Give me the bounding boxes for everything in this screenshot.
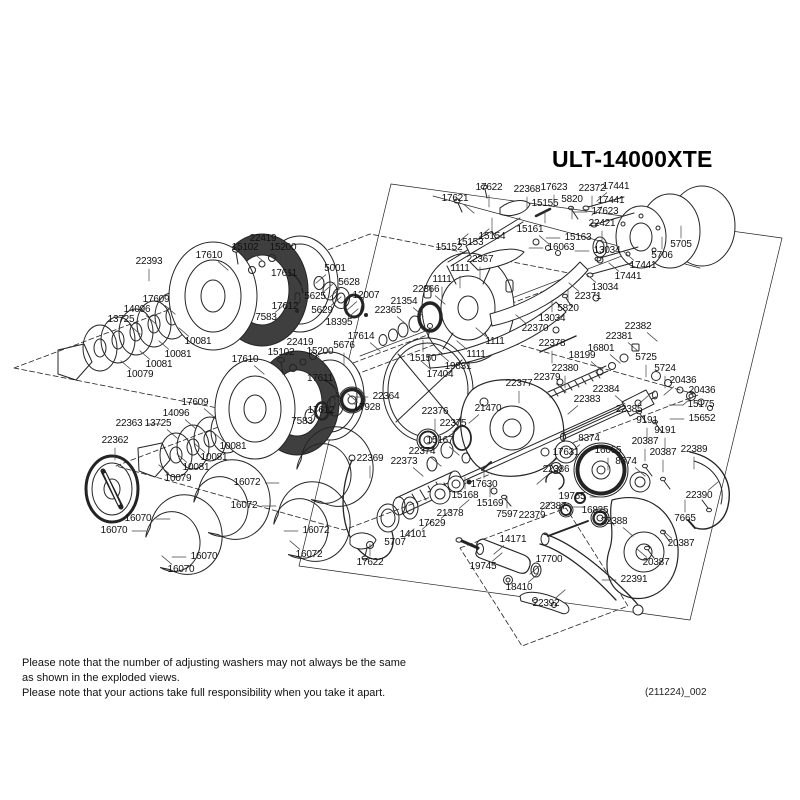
part-label-10081: 10081 [182,462,210,473]
part-label-14171: 14171 [499,534,527,545]
part-label-17622: 17622 [356,557,384,568]
part-label-7597: 7597 [496,509,518,520]
part-label-15153: 15153 [456,237,484,248]
part-label-22379: 22379 [533,372,561,383]
part-label-17611: 17611 [306,373,334,384]
part-label-10079: 10079 [126,369,154,380]
part-label-22367: 22367 [466,254,494,265]
part-label-20387: 20387 [649,447,677,458]
part-label-22391: 22391 [620,574,648,585]
part-label-17612: 17612 [271,301,299,312]
part-label-15652: 15652 [688,413,716,424]
part-label-17612: 17612 [307,405,335,416]
part-label-17614: 17614 [347,331,375,342]
part-label-16072: 16072 [302,525,330,536]
part-label-7583: 7583 [255,312,277,323]
part-label-7583: 7583 [291,416,313,427]
part-label-17404: 17404 [426,369,454,380]
part-label-15169: 15169 [476,498,504,509]
footer-note-line1: Please note that the number of adjusting washers may not always be the same [22,657,406,669]
part-label-14096: 14096 [162,408,190,419]
part-label-22390: 22390 [685,490,713,501]
part-label-17621: 17621 [441,193,469,204]
part-label-20436: 20436 [669,375,697,386]
part-label-22364: 22364 [372,391,400,402]
part-label-10081: 10081 [200,452,228,463]
model-title: ULT-14000XTE [552,146,713,172]
part-label-13034: 13034 [591,282,619,293]
part-label-20387: 20387 [667,538,695,549]
part-label-22377: 22377 [505,378,533,389]
part-label-22389: 22389 [680,444,708,455]
part-label-22374: 22374 [408,446,436,457]
part-label-1111: 1111 [466,349,486,360]
part-label-19765: 19765 [558,491,586,502]
part-label-1111: 1111 [485,336,505,347]
part-label-15167: 15167 [426,435,454,446]
part-label-22380: 22380 [551,363,579,374]
part-label-17441: 17441 [597,195,625,206]
part-label-22366: 22366 [412,284,440,295]
part-label-5725: 5725 [635,352,657,363]
part-label-22419: 22419 [286,337,314,348]
part-label-21378: 21378 [436,508,464,519]
part-label-1111: 1111 [432,274,452,285]
part-label-13034: 13034 [538,313,566,324]
part-label-15163: 15163 [564,232,592,243]
part-label-16070: 16070 [124,513,152,524]
part-label-17609: 17609 [181,397,209,408]
part-label-10079: 10079 [164,473,192,484]
document-code: (211224)_002 [645,687,707,698]
part-label-10081: 10081 [164,349,192,360]
part-label-19745: 19745 [469,561,497,572]
part-label-5820: 5820 [561,194,583,205]
part-label-17631: 17631 [552,447,580,458]
part-label-22381: 22381 [605,331,633,342]
part-label-21354: 21354 [390,296,418,307]
part-label-17610: 17610 [231,354,259,365]
part-label-22362: 22362 [101,435,129,446]
part-label-20436: 20436 [688,385,716,396]
part-label-5628: 5628 [338,277,360,288]
part-label-22373: 22373 [390,456,418,467]
part-label-22379: 22379 [518,510,546,521]
part-label-18395: 18395 [325,317,353,328]
part-label-17630: 17630 [470,479,498,490]
part-label-15200: 15200 [269,242,297,253]
part-label-5706: 5706 [651,250,673,261]
part-label-22365: 22365 [374,305,402,316]
part-label-16072: 16072 [233,477,261,488]
part-label-22375: 22375 [439,418,467,429]
part-label-20387: 20387 [642,557,670,568]
part-label-5724: 5724 [654,363,676,374]
part-label-16065: 16065 [594,445,622,456]
part-label-16801: 16801 [587,343,615,354]
part-label-15168: 15168 [451,490,479,501]
part-label-15150: 15150 [409,353,437,364]
part-label-5625: 5625 [304,291,326,302]
part-label-5001: 5001 [324,263,346,274]
part-label-14101: 14101 [399,529,427,540]
part-label-22368: 22368 [513,184,541,195]
footer-note-line3: Please note that your actions take full responsibility when you take it apart. [22,687,386,699]
part-label-9191: 9191 [654,425,676,436]
part-label-5820: 5820 [557,303,579,314]
part-label-8374: 8374 [615,456,637,467]
part-label-22369: 22369 [356,453,384,464]
part-label-10081: 10081 [219,441,247,452]
part-label-18410: 18410 [505,582,533,593]
part-label-22419: 22419 [249,233,277,244]
part-label-22376: 22376 [421,406,449,417]
part-label-17611: 17611 [270,268,298,279]
part-label-13725: 13725 [144,418,172,429]
part-label-15200: 15200 [306,346,334,357]
part-label-7665: 7665 [674,513,696,524]
part-label-13725: 13725 [107,314,135,325]
part-label-17700: 17700 [535,554,563,565]
part-label-9191: 9191 [636,415,658,426]
part-label-17610: 17610 [195,250,223,261]
part-label-16072: 16072 [230,500,258,511]
part-label-22383: 22383 [573,394,601,405]
part-label-5676: 5676 [333,340,355,351]
part-label-5629: 5629 [311,305,333,316]
part-label-10081: 10081 [184,336,212,347]
part-label-20387: 20387 [631,436,659,447]
part-label-15154: 15154 [478,231,506,242]
part-label-1111: 1111 [450,263,470,274]
part-label-16070: 16070 [167,564,195,575]
part-label-17609: 17609 [142,294,170,305]
part-label-17623: 17623 [540,182,568,193]
part-label-15175: 15175 [687,399,715,410]
part-label-16070: 16070 [190,551,218,562]
part-label-16070: 16070 [100,525,128,536]
part-label-17441: 17441 [614,271,642,282]
part-label-16063: 16063 [547,242,575,253]
part-label-17441: 17441 [602,181,630,192]
part-label-22386: 22386 [542,464,570,475]
part-label-8374: 8374 [578,433,600,444]
part-label-17629: 17629 [418,518,446,529]
part-label-22388: 22388 [600,516,628,527]
part-label-22363: 22363 [115,418,143,429]
footer-note-line2: as shown in the exploded views. [22,672,180,684]
part-label-15102: 15102 [231,242,259,253]
part-label-21470: 21470 [474,403,502,414]
part-label-18199: 18199 [568,350,596,361]
part-label-22392: 22392 [532,598,560,609]
part-label-17623: 17623 [591,206,619,217]
part-label-22385: 22385 [615,404,643,415]
part-label-22371: 22371 [574,291,602,302]
part-label-19831: 19831 [444,361,472,372]
footer-notes [22,656,406,701]
part-label-16825: 16825 [581,505,609,516]
part-label-22382: 22382 [624,321,652,332]
part-label-12007: 12007 [352,290,380,301]
part-label-22370: 22370 [521,323,549,334]
part-label-5707: 5707 [384,537,406,548]
part-label-14096: 14096 [123,304,151,315]
part-label-22387: 22387 [539,501,567,512]
part-label-15161: 15161 [516,224,544,235]
part-label-22421: 22421 [588,218,616,229]
part-label-13034: 13034 [593,245,621,256]
part-label-10081: 10081 [145,359,173,370]
part-label-22384: 22384 [592,384,620,395]
part-label-5705: 5705 [670,239,692,250]
part-label-17622: 17622 [475,182,503,193]
part-label-15152: 15152 [435,242,463,253]
part-label-15102: 15102 [267,347,295,358]
part-label-22378: 22378 [538,338,566,349]
part-label-15155: 15155 [531,198,559,209]
part-label-17928: 17928 [353,402,381,413]
part-label-22372: 22372 [578,183,606,194]
part-label-17441: 17441 [629,260,657,271]
part-label-22393: 22393 [135,256,163,267]
part-label-16072: 16072 [295,549,323,560]
